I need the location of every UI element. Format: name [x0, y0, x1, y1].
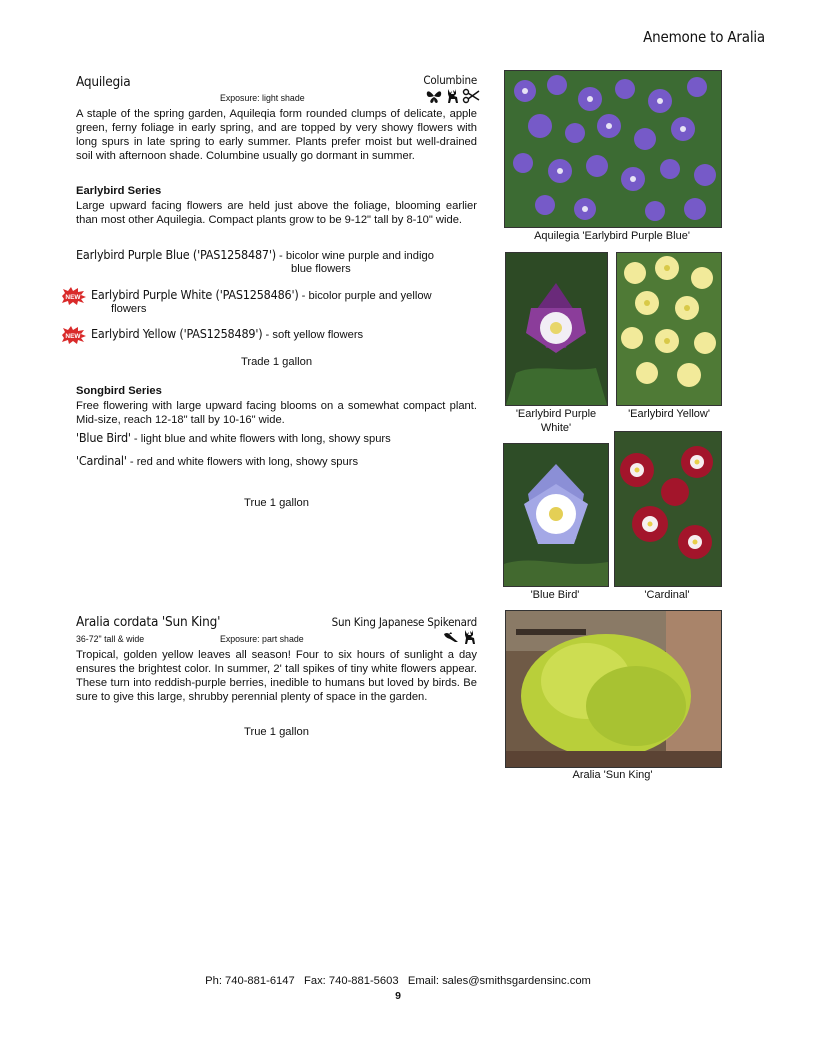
- cultivar-name: Earlybird Purple Blue ('PAS1258487'): [76, 247, 276, 262]
- new-badge-icon: [60, 326, 86, 344]
- list-item: [76, 247, 486, 262]
- photo-earlybird-purple-white: [505, 252, 608, 406]
- new-badge-text: NEW: [65, 333, 81, 340]
- list-item: [91, 326, 491, 341]
- size-aralia: 36-72" tall & wide: [76, 634, 145, 644]
- cultivar-name: 'Blue Bird': [76, 430, 131, 445]
- photo-sun-king: [505, 610, 722, 768]
- photo-blue-bird: [503, 443, 609, 587]
- cultivar-name: Earlybird Purple White ('PAS1258486'): [91, 287, 299, 302]
- container-size-songbird: True 1 gallon: [244, 497, 309, 509]
- exposure-aquilegia: Exposure: light shade: [220, 93, 305, 103]
- cultivar-desc: - light blue and white flowers with long, showy spurs: [130, 433, 391, 445]
- aralia-attribute-icons: [443, 629, 479, 645]
- container-size-earlybird: Trade 1 gallon: [240, 356, 313, 368]
- bird-icon: [444, 632, 458, 642]
- plant-title-aquilegia: Aquilegia: [76, 74, 131, 90]
- new-badge-text: NEW: [65, 294, 81, 301]
- deer-icon: [465, 630, 475, 644]
- cultivar-desc: - bicolor purple and yellow: [298, 290, 432, 302]
- exposure-aralia: Exposure: part shade: [220, 634, 304, 644]
- caption-cardinal: 'Cardinal': [644, 589, 690, 601]
- common-name-columbine: Columbine: [423, 73, 477, 87]
- list-item: [91, 287, 491, 302]
- plant-title-aralia: Aralia cordata 'Sun King': [76, 614, 221, 630]
- common-name-spikenard: Sun King Japanese Spikenard: [331, 615, 477, 629]
- cultivar-desc-cont: flowers: [111, 303, 147, 315]
- cultivar-name: 'Cardinal': [76, 453, 127, 468]
- caption-purple-white-line2: White': [540, 422, 572, 434]
- earlybird-description: Large upward facing flowers are held just above the foliage, blooming earlier than most other Aquilegia. Compact plants grow to be 9-12" tall by 8-10" wide.: [76, 200, 477, 226]
- photo-earlybird-yellow: [616, 252, 722, 406]
- scissors-icon: [464, 90, 480, 103]
- songbird-heading: Songbird Series: [76, 385, 162, 397]
- caption-blue-bird: 'Blue Bird': [530, 589, 580, 601]
- earlybird-heading: Earlybird Series: [76, 185, 162, 197]
- aquilegia-attribute-icons: [426, 88, 480, 104]
- aquilegia-description: A staple of the spring garden, Aquileqia form rounded clumps of delicate, apple green, ferny foliage in early spring, and are topped by very showy flowers with long spurs in late spring to early summer. Plants prefer moist but well-drained soil with afternoon shade. Columbine usually go dormant in summer.: [76, 108, 477, 162]
- aralia-description: Tropical, golden yellow leaves all season! Four to six hours of sunlight a day ensures the brightest color. In summer, 2' tall spikes of tiny white flowers appear. These turn into reddish-purple berries, inedible to humans but loved by birds. Be sure to give this large, shrubby perennial plenty of space in the garden.: [76, 649, 477, 703]
- caption-purple-blue: Aquilegia 'Earlybird Purple Blue': [534, 230, 690, 242]
- caption-purple-white-line1: 'Earlybird Purple: [515, 408, 597, 420]
- container-size-aralia: True 1 gallon: [244, 726, 309, 738]
- list-item: [76, 453, 486, 468]
- cultivar-desc-cont: blue flowers: [291, 263, 351, 275]
- cultivar-desc: - bicolor wine purple and indigo: [275, 250, 434, 262]
- new-badge-icon: [60, 287, 86, 305]
- caption-yellow: 'Earlybird Yellow': [628, 408, 710, 420]
- cultivar-desc: - red and white flowers with long, showy spurs: [126, 456, 359, 468]
- deer-icon: [448, 89, 458, 103]
- page-number: 9: [395, 990, 401, 1002]
- songbird-description: Free flowering with large upward facing blooms on a somewhat compact plant. Mid-size, reach 12-18" tall by 10-16" wide.: [76, 400, 477, 426]
- caption-sun-king: Aralia 'Sun King': [572, 769, 653, 781]
- butterfly-icon: [427, 91, 441, 103]
- cultivar-desc: - soft yellow flowers: [262, 329, 364, 341]
- page-section-title: Anemone to Aralia: [643, 28, 765, 46]
- footer-contact: Ph: 740-881-6147 Fax: 740-881-5603 Email: sales@smithsgardensinc.com: [205, 975, 591, 987]
- photo-cardinal: [614, 431, 722, 587]
- photo-earlybird-purple-blue: [504, 70, 722, 228]
- list-item: [76, 430, 486, 445]
- cultivar-name: Earlybird Yellow ('PAS1258489'): [91, 326, 263, 341]
- caption-purple-white: [503, 407, 609, 435]
